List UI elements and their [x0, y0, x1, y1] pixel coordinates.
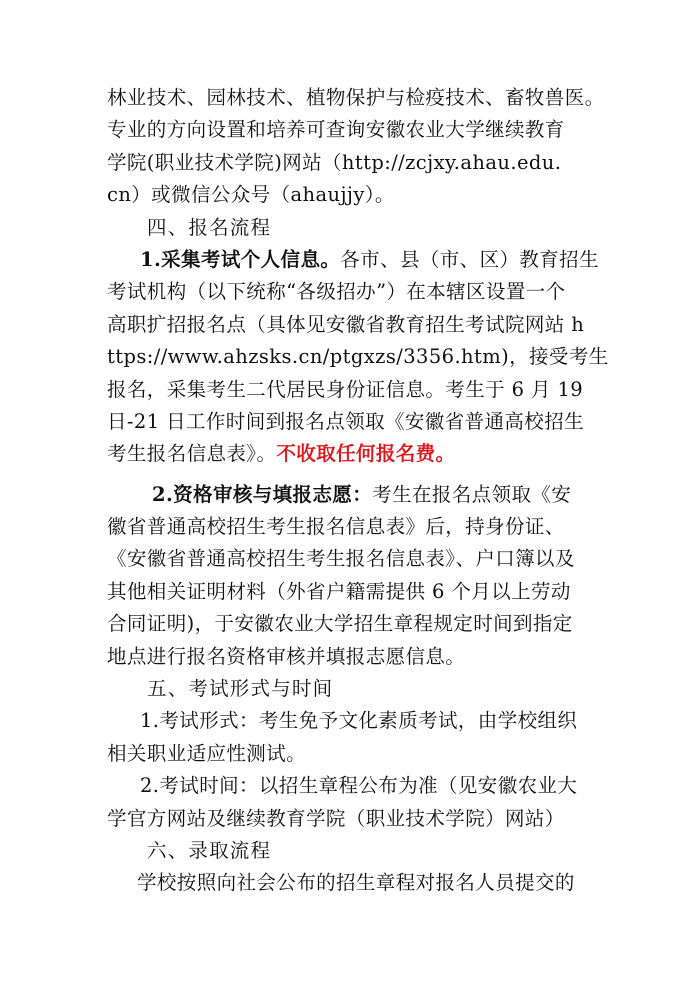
item-line — [107, 244, 620, 276]
paragraph-line: 报名，采集考生二代居民身份证信息。考生于 6 月 19 — [107, 377, 584, 401]
item-label: 2.考试时间： — [140, 774, 259, 798]
section-title-admission: 六、录取流程 — [147, 838, 272, 862]
item-label: 2.资格审核与填报志愿： — [152, 482, 373, 506]
item-line — [107, 770, 620, 802]
no-fee-notice: 不收取任何报名费。 — [276, 442, 456, 466]
item-text: 考生在报名点领取《安 — [372, 482, 572, 506]
paragraph-line: 其他相关证明材料（外省户籍需提供 6 个月以上劳动 — [107, 579, 571, 603]
paragraph-line: 学官方网站及继续教育学院（职业技术学院）网站） — [107, 806, 565, 830]
item-label: 1.采集考试个人信息。 — [140, 247, 341, 271]
paragraph-line: 相关职业适应性测试。 — [107, 741, 307, 765]
section-title-exam: 五、考试形式与时间 — [147, 677, 334, 701]
paragraph-line: 徽省普通高校招生考生报名信息表》后，持身份证、 — [107, 515, 565, 539]
paragraph-line: 林业技术、园林技术、植物保护与检疫技术、畜牧兽医。 — [107, 86, 605, 109]
paragraph-line: 高职扩招报名点（具体见安徽省教育招生考试院网站 h — [107, 312, 585, 336]
paragraph-line — [107, 438, 620, 470]
item-text: 考生报名信息表》。 — [107, 442, 277, 466]
paragraph-line: 学院(职业技术学院)网站（http://zcjxy.ahau.edu. — [107, 150, 562, 174]
item-line — [107, 479, 620, 511]
paragraph-line: 《安徽省普通高校招生考生报名信息表》、户口簿以及 — [107, 547, 575, 571]
item-text: 以招生章程公布为准（见安徽农业大 — [258, 774, 578, 798]
paragraph-line: 合同证明)，于安徽农业大学招生章程规定时间到指定 — [107, 612, 573, 636]
item-line: 1.考试形式：考生免予文化素质考试，由学校组织 — [140, 709, 578, 733]
item-text: 各市、县（市、区）教育招生 — [340, 247, 599, 271]
paragraph-line: 学校按照向社会公布的招生章程对报名人员提交的 — [137, 871, 575, 895]
paragraph-line: 日-21 日工作时间到报名点领取《安徽省普通高校招生 — [107, 409, 585, 433]
paragraph-line: 专业的方向设置和培养可查询安徽农业大学继续教育 — [107, 118, 565, 142]
paragraph-line: 地点进行报名资格审核并填报志愿信息。 — [107, 644, 466, 668]
paragraph-line: 考试机构（以下统称“各级招办”）在本辖区设置一个 — [107, 280, 566, 304]
paragraph-line: cn）或微信公众号（ahaujjy）。 — [107, 183, 395, 207]
section-title-registration: 四、报名流程 — [147, 215, 272, 239]
paragraph-line: ttps://www.ahzsks.cn/ptgxzs/3356.htm)，接受考生 — [107, 345, 609, 369]
